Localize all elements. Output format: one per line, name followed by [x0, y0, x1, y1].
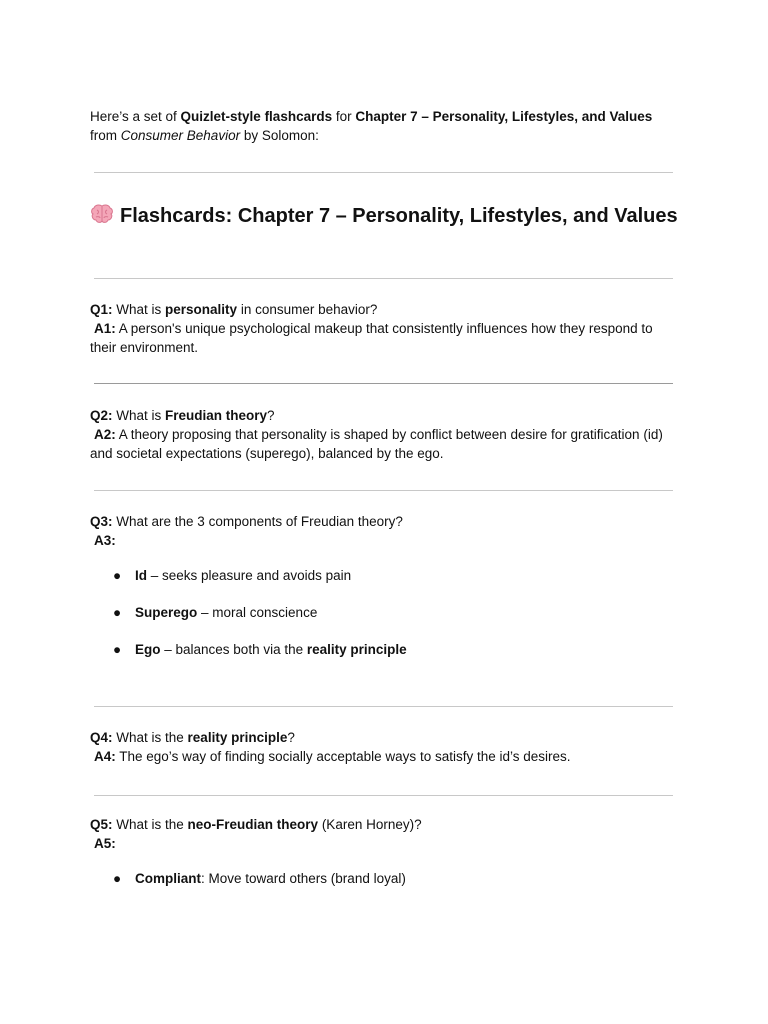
- intro-line-1: [90, 107, 682, 126]
- divider: [94, 383, 673, 384]
- question-text: What is the: [112, 730, 188, 745]
- answer-text: A person's unique psychological makeup that consistently influences how they respond to: [115, 321, 653, 336]
- question: [90, 300, 682, 319]
- question-text: ?: [267, 408, 275, 423]
- list-item-desc: : Move toward others (brand loyal): [201, 871, 406, 886]
- intro-text: Here’s a set of: [90, 109, 181, 124]
- intro-bold-flashcards: Quizlet-style flashcards: [180, 109, 333, 124]
- question-text: What is: [112, 408, 166, 423]
- question-text: What are the 3 components of Freudian theory?: [112, 514, 403, 529]
- answer-label: A1:: [94, 321, 116, 336]
- answer: [90, 531, 682, 550]
- answer-label: A3:: [94, 533, 116, 548]
- question-text: What is: [112, 302, 166, 317]
- list-item-text: [135, 869, 406, 888]
- section-heading: [90, 201, 682, 231]
- question-term: personality: [165, 302, 238, 317]
- list-item-text: [135, 566, 351, 585]
- question-term: Freudian theory: [165, 408, 268, 423]
- answer-label: A4:: [94, 749, 116, 764]
- intro-bold-chapter: Chapter 7 – Personality, Lifestyles, and Values: [355, 109, 653, 124]
- brain-icon: [90, 203, 114, 225]
- list-item-text: [135, 640, 407, 659]
- answer-text: A theory proposing that personality is shaped by conflict between desire for gratification (id): [115, 427, 663, 442]
- bullet-icon: ●: [113, 871, 122, 886]
- list-item-desc: – moral conscience: [197, 605, 318, 620]
- question-label: Q5:: [90, 817, 113, 832]
- flashcard-q4: [90, 728, 682, 766]
- question-label: Q4:: [90, 730, 113, 745]
- intro-text: for: [332, 109, 356, 124]
- flashcard-q2: [90, 406, 682, 463]
- answer-text: and societal expectations (superego), balanced by the ego.: [90, 446, 444, 461]
- list-item-desc: – seeks pleasure and avoids pain: [147, 568, 352, 583]
- divider: [94, 706, 673, 707]
- list-item-term: Id: [135, 568, 147, 583]
- question-text: ?: [287, 730, 295, 745]
- intro-text: from: [90, 128, 121, 143]
- question-label: Q1:: [90, 302, 113, 317]
- page-title-text: Flashcards: Chapter 7 – Personality, Lifestyles, and Values: [120, 205, 678, 227]
- bullet-icon: ●: [113, 642, 122, 657]
- answer: [90, 425, 682, 444]
- divider: [94, 172, 673, 173]
- question-label: Q2:: [90, 408, 113, 423]
- list-item-term: Superego: [135, 605, 198, 620]
- answer: [90, 747, 682, 766]
- divider: [94, 795, 673, 796]
- list-item-term: Ego: [135, 642, 161, 657]
- divider: [94, 490, 673, 491]
- question-label: Q3:: [90, 514, 113, 529]
- intro-line-2: [90, 126, 682, 145]
- answer-label: A2:: [94, 427, 116, 442]
- question-term: reality principle: [187, 730, 288, 745]
- question: [90, 406, 682, 425]
- question: [90, 815, 682, 834]
- question: [90, 512, 682, 531]
- answer-label: A5:: [94, 836, 116, 851]
- question-term: neo-Freudian theory: [187, 817, 319, 832]
- answer-continued: [90, 338, 682, 357]
- flashcard-q3: [90, 512, 682, 550]
- list-item-desc: – balances both via the: [160, 642, 307, 657]
- intro-book-title: Consumer Behavior: [120, 128, 241, 143]
- list-item-term: Compliant: [135, 871, 201, 886]
- bullet-icon: ●: [113, 568, 122, 583]
- bullet-icon: ●: [113, 605, 122, 620]
- answer-text: The ego’s way of finding socially acceptable ways to satisfy the id’s desires.: [115, 749, 571, 764]
- intro-paragraph: [90, 107, 682, 145]
- question-text: What is the: [112, 817, 188, 832]
- question: [90, 728, 682, 747]
- flashcard-q5: [90, 815, 682, 853]
- question-text: in consumer behavior?: [237, 302, 378, 317]
- answer: [90, 319, 682, 338]
- flashcard-q1: [90, 300, 682, 357]
- list-item-term: reality principle: [306, 642, 407, 657]
- answer-continued: [90, 444, 682, 463]
- question-text: (Karen Horney)?: [318, 817, 422, 832]
- page-title: [90, 201, 682, 231]
- intro-text: by Solomon:: [240, 128, 319, 143]
- answer-text: their environment.: [90, 340, 199, 355]
- divider: [94, 278, 673, 279]
- list-item-text: [135, 603, 317, 622]
- answer: [90, 834, 682, 853]
